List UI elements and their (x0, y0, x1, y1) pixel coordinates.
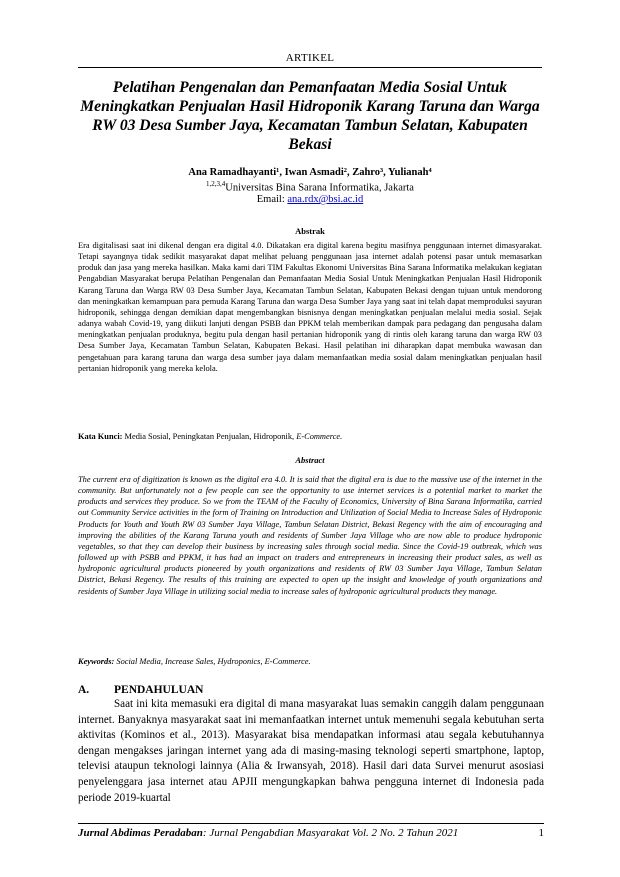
affiliation-superscript: 1,2,3,4 (206, 180, 226, 188)
author-list: Ana Ramadhayanti¹, Iwan Asmadi², Zahro³, Yulianah⁴ (188, 167, 432, 178)
kata-kunci (78, 432, 542, 441)
footer (78, 827, 544, 839)
body-text (78, 697, 544, 806)
body-paragraph: Saat ini kita memasuki era digital di mana masyarakat luas semakin canggih dalam penggunaan internet. Banyaknya masyarakat saat ini memanfaatkan internet untuk memenuhi segala kebutuhan serta aktivitas (Kominos et al., 2013). Masyarakat bisa mendapatkan informasi atau segala kebutuhannya dengan mengakses jaringan internet yang ada di masing-masing teknologi seperti smartphone, laptop, televisi ataupun teknologi lainnya (Alia & Irwansyah, 2018). Hasil dari data Survei menurut asosiasi penyelenggara jasa internet atau APJII mengungkapkan bahwa pengguna internet di Indonesia pada periode 2019-kuartal (78, 698, 544, 804)
section-title: PENDAHULUAN (114, 684, 204, 696)
kata-kunci-italic: E-Commerce. (296, 432, 343, 441)
section-heading (78, 684, 203, 696)
email-line (0, 194, 620, 205)
paper-title: Pelatihan Pengenalan dan Pemanfaatan Media Sosial Untuk Meningkatkan Penjualan Hasil Hidroponik Karang Taruna dan Warga RW 03 Desa Sumber Jaya, Kecamatan Tambun Selatan, Kabupaten Bekasi (80, 79, 540, 153)
abstract-text: The current era of digitization is known as the digital era 4.0. It is said that the digital era is due to the massive use of the internet in the community. But unfortunately not a few people can see the opportunity to use internet services is a potential market to market the products and services they produce. So we from the TEAM of the Faculty of Economics, University of Bina Sarana Informatika, carried out Community Service activities in the form of Training on Introduction and Utilization of Social Media to Increase Sales of Hydroponic Products for Youth and Youth RW 03 Sumber Jaya Village, Tambun Selatan District, Bekasi Regency with the aim of encouraging and improving the abilities of the Karang Taruna youth and residents of Sumber Jaya Village who are now able to produce hydroponic vegetables, so that they can develop their business by increasing sales through social media. Since the Covid-19 outbreak, which was followed up with PSBB and PPKM, it has had an impact on traders and entrepreneurs in increasing their product sales, as well as hydroponic agricultural products pioneered by youth organizations and residents of RW 03 Sumber Jaya Village, Tambun Selatan District, Bekasi Regency. The results of this training are expected to open up the insight and knowledge of youth organizations and residents of Sumber Jaya Village in utilizing social media to increase sales of hydroponic agricultural products they manage. (78, 475, 542, 596)
keywords-label: Keywords: (78, 657, 115, 666)
header-label: ARTIKEL (285, 52, 335, 64)
affiliation (0, 180, 620, 194)
footer-journal-rest: : Jurnal Pengabdian Masyarakat Vol. 2 No. 2 Tahun 2021 (202, 827, 459, 839)
footer-journal: Jurnal Abdimas Peradaban (78, 827, 203, 839)
kata-kunci-text: Media Sosial, Peningkatan Penjualan, Hidroponik, (122, 432, 297, 441)
section-number: A. (78, 684, 90, 696)
footer-divider (78, 823, 544, 824)
abstrak-text: Era digitalisasi saat ini dikenal dengan era digital 4.0. Dikatakan era digital karena begitu masifnya penggunaan internet dimasyarakat. Tetapi sayangnya tidak sedikit masyarakat dapat melihat peluang penggunaan jasa internet adalah potensi pasar untuk memasarkan produk dan jasa yang mereka hasilkan. Maka kami dari TIM Fakultas Ekonomi Universitas Bina Sarana Informatika melakukan kegiatan Pengabdian Masyarakat berupa Pelatihan Pengenalan dan Pemanfaatan Media Sosial Untuk Meningkatkan Penjualan Hasil Hidroponik Karang Taruna dan Warga RW 03 Desa Sumber Jaya, Kecamatan Tambun Selatan, Kabupaten Bekasi dengan tujuan untuk mendorong dan meningkatkan kemampuan para pemuda Karang Taruna dan warga Desa Sumber Jaya yang saat ini telah dapat memproduksi sayuran hidroponik, sehingga dengan demikian dapat mengembangkan bisnisnya dengan meningkatkan penjualan melalui media sosial. Sejak adanya wabah Covid-19, yang diikuti lanjuti dengan PSBB dan PPKM telah memberikan dampak para pedagang dan pengusaha dalam meningkatkan penjualan produknya, begitu pula dengan hasil pertanian hidroponik yang di rintis oleh karang taruna dan warga RW 03 Desa Sumber Jaya, Kecamatan Tambun Selatan, Kabupaten Bekasi. Hasil pelatihan ini diharapkan dapat membuka wawasan dan pengetahuan para karang taruna dan warga desa sumber jaya dalam memanfaatkan media sosial dalam meningkatkan penjualan hasil pertanian hidroponik yang mereka kelola. (78, 241, 542, 373)
email-label: Email: (256, 194, 288, 205)
abstrak-heading: Abstrak (295, 226, 325, 236)
keywords-text: Social Media, Increase Sales, Hydroponics, E-Commerce. (114, 657, 311, 666)
affiliation-text: Universitas Bina Sarana Informatika, Jakarta (225, 182, 414, 194)
page-number: 1 (538, 827, 544, 839)
email-link[interactable]: ana.rdx@bsi.ac.id (287, 194, 364, 205)
keywords (78, 657, 542, 666)
kata-kunci-label: Kata Kunci: (78, 432, 123, 441)
abstract-heading: Abstract (295, 455, 325, 465)
header-divider (78, 67, 542, 68)
